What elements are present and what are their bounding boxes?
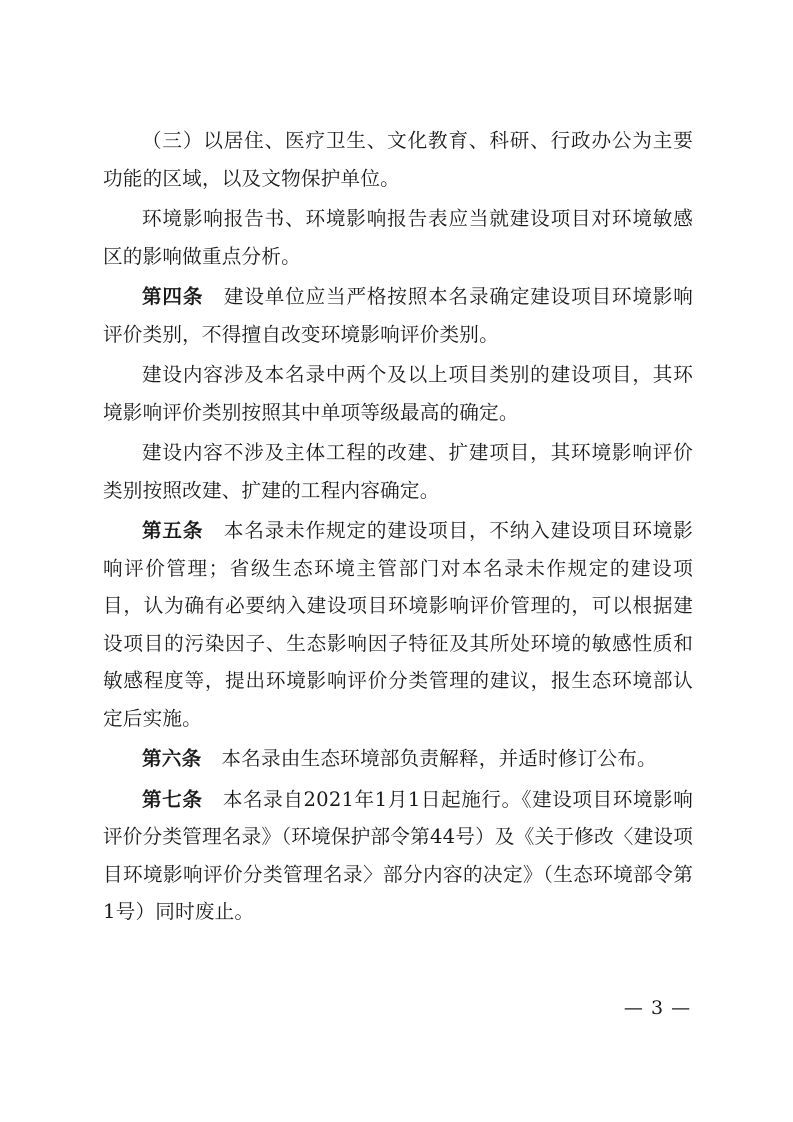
paragraph-4	[103, 356, 693, 431]
article-6	[103, 740, 693, 778]
article-5	[103, 512, 693, 737]
article-4	[103, 278, 693, 353]
article-heading: 第六条	[142, 747, 202, 770]
paragraph-text: 建设内容不涉及主体工程的改建、扩建项目，其环境影响评价类别按照改建、扩建的工程内容确定。	[103, 441, 693, 502]
paragraph-5	[103, 434, 693, 509]
paragraph-text: （三）以居住、医疗卫生、文化教育、科研、行政办公为主要功能的区域，以及文物保护单位。	[103, 129, 693, 190]
article-7	[103, 781, 693, 931]
page-number: — 3 —	[623, 997, 692, 1019]
article-heading: 第四条	[142, 285, 204, 308]
paragraph-text: 建设单位应当严格按照本名录确定建设项目环境影响评价类别，不得擅自改变环境影响评价类别。	[103, 285, 693, 346]
paragraph-text: 环境影响报告书、环境影响报告表应当就建设项目对环境敏感区的影响做重点分析。	[103, 207, 693, 268]
paragraph-text: 本名录自2021年1月1日起施行。《建设项目环境影响评价分类管理名录》（环境保护部令第44号）及《关于修改〈建设项目环境影响评价分类管理名录〉部分内容的决定》（生态环境部令第1号）同时废止。	[103, 787, 693, 923]
paragraph-1	[103, 122, 693, 197]
paragraph-text: 建设内容涉及本名录中两个及以上项目类别的建设项目，其环境影响评价类别按照其中单项等级最高的确定。	[103, 363, 693, 424]
document-body	[103, 122, 693, 931]
article-heading: 第七条	[142, 787, 203, 811]
article-heading: 第五条	[142, 519, 204, 542]
paragraph-text: 本名录由生态环境部负责解释，并适时修订公布。	[221, 747, 657, 770]
paragraph-text: 本名录未作规定的建设项目，不纳入建设项目环境影响评价管理；省级生态环境主管部门对本名录未作规定的建设项目，认为确有必要纳入建设项目环境影响评价管理的，可以根据建设项目的污染因子、生态影响因子特征及其所处环境的敏感性质和敏感程度等，提出环境影响评价分类管理的建议，报生态环境部认定后实施。	[103, 519, 693, 730]
paragraph-2	[103, 200, 693, 275]
